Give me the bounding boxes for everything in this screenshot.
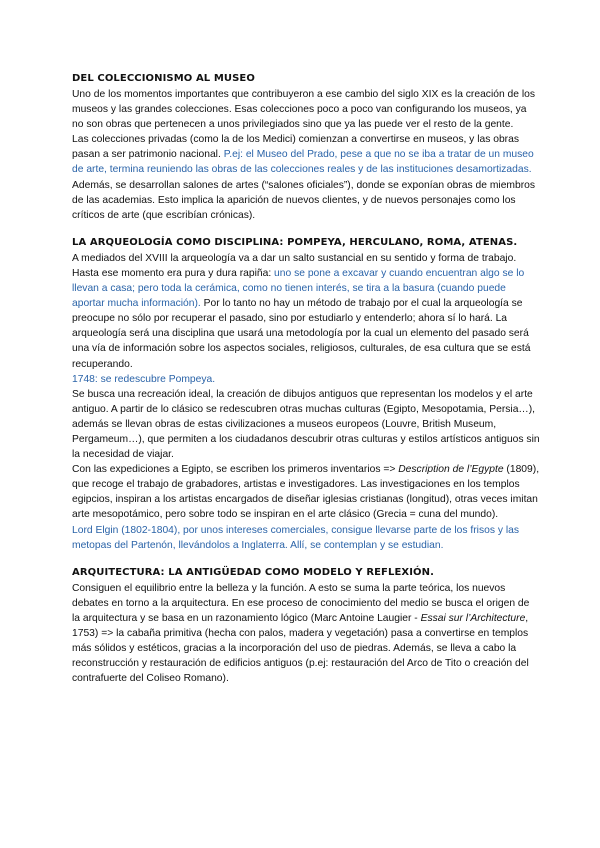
italic-title: Description de l’Egypte <box>398 464 504 476</box>
paragraph <box>72 581 540 687</box>
text-run: Las colecciones privadas (como la de los Medici) comienzan a convertirse en museos, y las obras pasan a ser patrimonio nacional. <box>72 134 519 161</box>
text-run: , 1753) => la cabaña primitiva (hecha con palos, madera y vegetación) pasa a convertirse en templos más sólidos y estéticos, gracias a la incorporación del uso de piedras. Además, se lleva a cabo la reconstrucción y restauración de edificios antiguos (p.ej: restauración del Arco de Tito o creación del contrafuerte del Coliseo Romano). <box>72 612 529 685</box>
text-run: A mediados del XVIII la arqueología va a dar un salto sustancial en su sentido y forma de trabajo. Hasta ese momento era pura y dura rapiña: <box>72 252 517 279</box>
text-run: Consiguen el equilibrio entre la belleza y la función. A esto se suma la parte teórica, los nuevos debates en torno a la arquitectura. En ese proceso de conocimiento del medio se busca el origen de la arquitectura y se basa en un razonamiento lógico (Marc Antoine Laugier - <box>72 582 530 624</box>
italic-title: Essai sur l’Architecture <box>420 612 526 624</box>
paragraph <box>72 462 540 522</box>
section-coleccionismo <box>72 71 540 223</box>
text-run: Por lo tanto no hay un método de trabajo por el cual la arqueología se preocupe no sólo por recuperar el pasado, sino por estudiarlo y entenderlo; ahora sí lo hará. La arqueología será una disciplina que usará una metodología por la cual un elemento del pasado será una vía de información sobre los aspectos sociales, religiosos, culturales, de esa cultura que se está recuperando. <box>72 298 531 370</box>
highlighted-text: P.ej: el Museo del Prado, pese a que no se iba a tratar de un museo de arte, termina reuniendo las obras de las colecciones reales y de las instituciones desamortizadas. <box>72 149 534 176</box>
highlighted-paragraph: 1748: se redescubre Pompeya. <box>72 373 216 385</box>
section-heading: ARQUITECTURA: LA ANTIGÜEDAD COMO MODELO Y REFLEXIÓN. <box>72 566 434 578</box>
section-arquitectura <box>72 565 540 687</box>
text-run: (1809), que recoge el trabajo de grabadores, artistas e investigadores. Las investigaciones en los templos egipcios, inspiran a los artistas encargados de diseñar iglesias cristianas (longitud), otras veces imitan arte mesopotámico, pero sobre todo se inspiran en el arte clásico (Grecia = cuna del mundo). <box>72 464 540 521</box>
paragraph: Se busca una recreación ideal, la creación de dibujos antiguos que representan los modelos y el arte antiguo. A partir de lo clásico se redescubren otras muchas culturas (Egipto, Mesopotamia, Persia…), además se llevan obras de estas civilizaciones a museos europeos (Louvre, British Museum, Pergameum…), que permiten a los ciudadanos descubrir otras culturas y estilos artísticos antiguos sin la necesidad de viajar. <box>72 388 540 461</box>
paragraph <box>72 132 540 223</box>
paragraph <box>72 251 540 372</box>
section-arqueologia <box>72 235 540 553</box>
section-heading: LA ARQUEOLOGÍA COMO DISCIPLINA: POMPEYA, HERCULANO, ROMA, ATENAS. <box>72 236 518 248</box>
highlighted-text: uno se pone a excavar y cuando encuentran algo se lo llevan a casa; pero toda la cerámica, como no tienen interés, se tira a la basura (cuando puede aportar mucha información). <box>72 267 525 310</box>
text-run: Con las expediciones a Egipto, se escriben los primeros inventarios => <box>72 464 399 476</box>
section-heading: DEL COLECCIONISMO AL MUSEO <box>72 73 255 84</box>
text-run: Además, se desarrollan salones de artes (“salones oficiales”), donde se exponían obras de miembros de las academias. Esto implica la aparición de nuevos clientes, y de nuevos personajes como los críticos de arte (que escribían crónicas). <box>72 179 536 221</box>
highlighted-paragraph: Lord Elgin (1802-1804), por unos intereses comerciales, consigue llevarse parte de los frisos y las metopas del Partenón, llevándolos a Inglaterra. Allí, se contemplan y se estudian. <box>72 524 519 551</box>
paragraph: Uno de los momentos importantes que contribuyeron a ese cambio del siglo XIX es la creación de los museos y las grandes colecciones. Esas colecciones poco a poco van configurando los museos, ya no son obras que pertenecen a unos privilegiados sino que ya las puede ver el resto de la gente. <box>72 89 536 131</box>
